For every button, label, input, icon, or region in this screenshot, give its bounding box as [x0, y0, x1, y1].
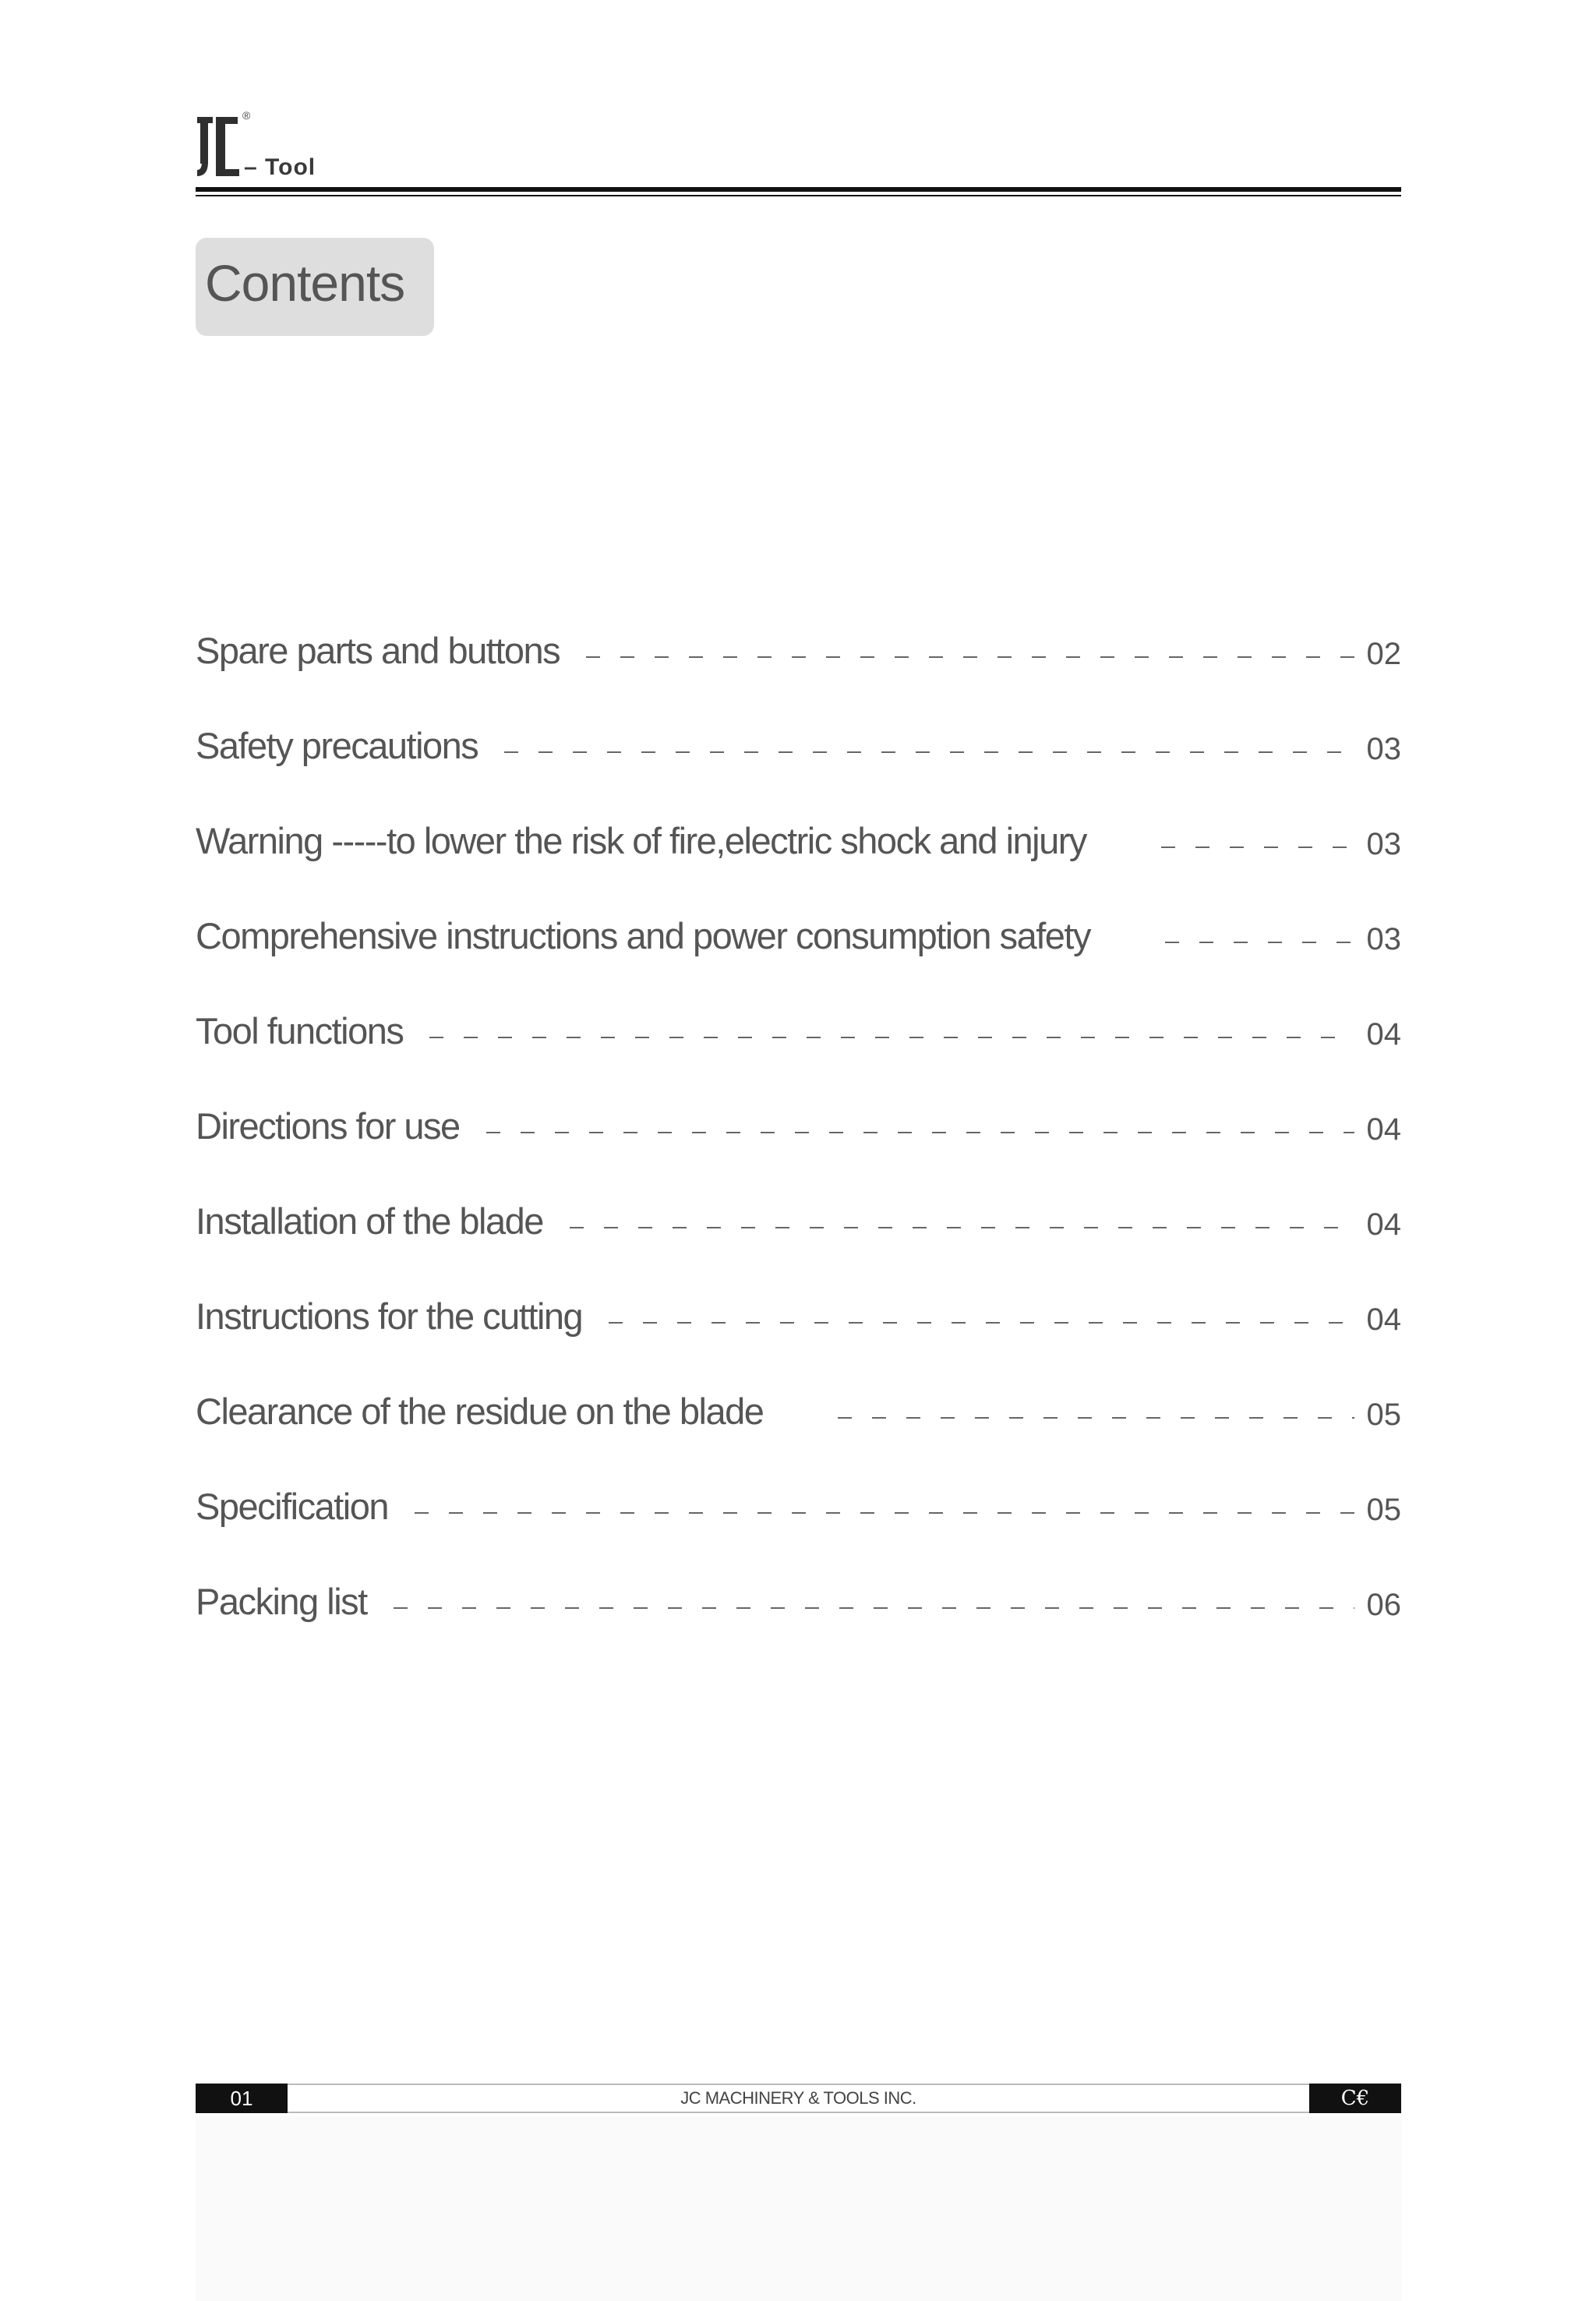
logo-wordmark: – Tool: [244, 154, 316, 180]
toc-entry-page: 03: [1366, 732, 1401, 766]
toc-entry[interactable]: [196, 1433, 1401, 1528]
page-footer: [196, 2084, 1401, 2113]
toc-entry[interactable]: [196, 1052, 1401, 1147]
toc-entry-page: 04: [1366, 1112, 1401, 1147]
toc-entry[interactable]: [196, 1242, 1401, 1338]
page-title: Contents: [205, 254, 405, 312]
toc-entry-page: 03: [1366, 827, 1401, 861]
dot-leader: [570, 1227, 1354, 1228]
jc-logo-icon: [196, 115, 242, 179]
toc-entry[interactable]: [196, 957, 1401, 1052]
brand-logo: [196, 109, 320, 187]
dot-leader: [586, 656, 1354, 658]
toc-entry-page: 03: [1366, 922, 1401, 956]
toc-entry-title: Safety precautions: [196, 725, 478, 766]
toc-entry[interactable]: [196, 862, 1401, 957]
dot-leader: [429, 1037, 1354, 1038]
toc-entry-page: 04: [1366, 1302, 1401, 1337]
toc-entry-page: 06: [1366, 1588, 1401, 1622]
header-rule-thin: [196, 195, 1401, 196]
dot-leader: [394, 1607, 1354, 1609]
toc-entry-page: 02: [1366, 637, 1401, 671]
toc-entry-page: 04: [1366, 1207, 1401, 1242]
toc-entry-page: 04: [1366, 1017, 1401, 1052]
dot-leader: [1161, 847, 1354, 848]
toc-entry[interactable]: [196, 1147, 1401, 1242]
toc-entry-page: 05: [1366, 1398, 1401, 1432]
toc-entry-page: 05: [1366, 1493, 1401, 1527]
page-header: [196, 109, 1401, 195]
header-rule-thick: [196, 187, 1401, 192]
toc-entry-title: Spare parts and buttons: [196, 630, 560, 671]
registered-mark: ®: [242, 109, 251, 122]
dot-leader: [486, 1132, 1354, 1133]
toc-entry[interactable]: [196, 1528, 1401, 1623]
dot-leader: [1165, 942, 1354, 943]
toc-entry[interactable]: [196, 767, 1401, 862]
dot-leader: [415, 1512, 1354, 1514]
toc-entry[interactable]: [196, 1338, 1401, 1433]
toc-entry-title: Tool functions: [196, 1010, 404, 1052]
toc-entry-title: Clearance of the residue on the blade: [196, 1391, 764, 1432]
toc-entry[interactable]: [196, 672, 1401, 767]
toc-entry[interactable]: [196, 577, 1401, 672]
footer-company-name: JC MACHINERY & TOOLS INC.: [680, 2088, 916, 2108]
dot-leader: [504, 751, 1354, 753]
toc-entry-title: Warning -----to lower the risk of fire,electric shock and injury: [196, 820, 1086, 861]
toc-entry-title: Packing list: [196, 1581, 367, 1622]
contents-title-badge: [196, 238, 434, 336]
toc-entry-title: Instructions for the cutting: [196, 1295, 583, 1337]
toc-entry-title: Comprehensive instructions and power consumption safety: [196, 915, 1090, 956]
ce-mark-icon: C€: [1309, 2084, 1401, 2113]
dot-leader: [838, 1417, 1354, 1419]
toc-entry-title: Installation of the blade: [196, 1200, 543, 1242]
table-of-contents: [196, 577, 1401, 1623]
page-number: 01: [196, 2084, 288, 2113]
toc-entry-title: Specification: [196, 1486, 388, 1527]
bottom-margin-shade: [196, 2116, 1401, 2301]
toc-entry-title: Directions for use: [196, 1105, 460, 1147]
dot-leader: [609, 1322, 1354, 1324]
